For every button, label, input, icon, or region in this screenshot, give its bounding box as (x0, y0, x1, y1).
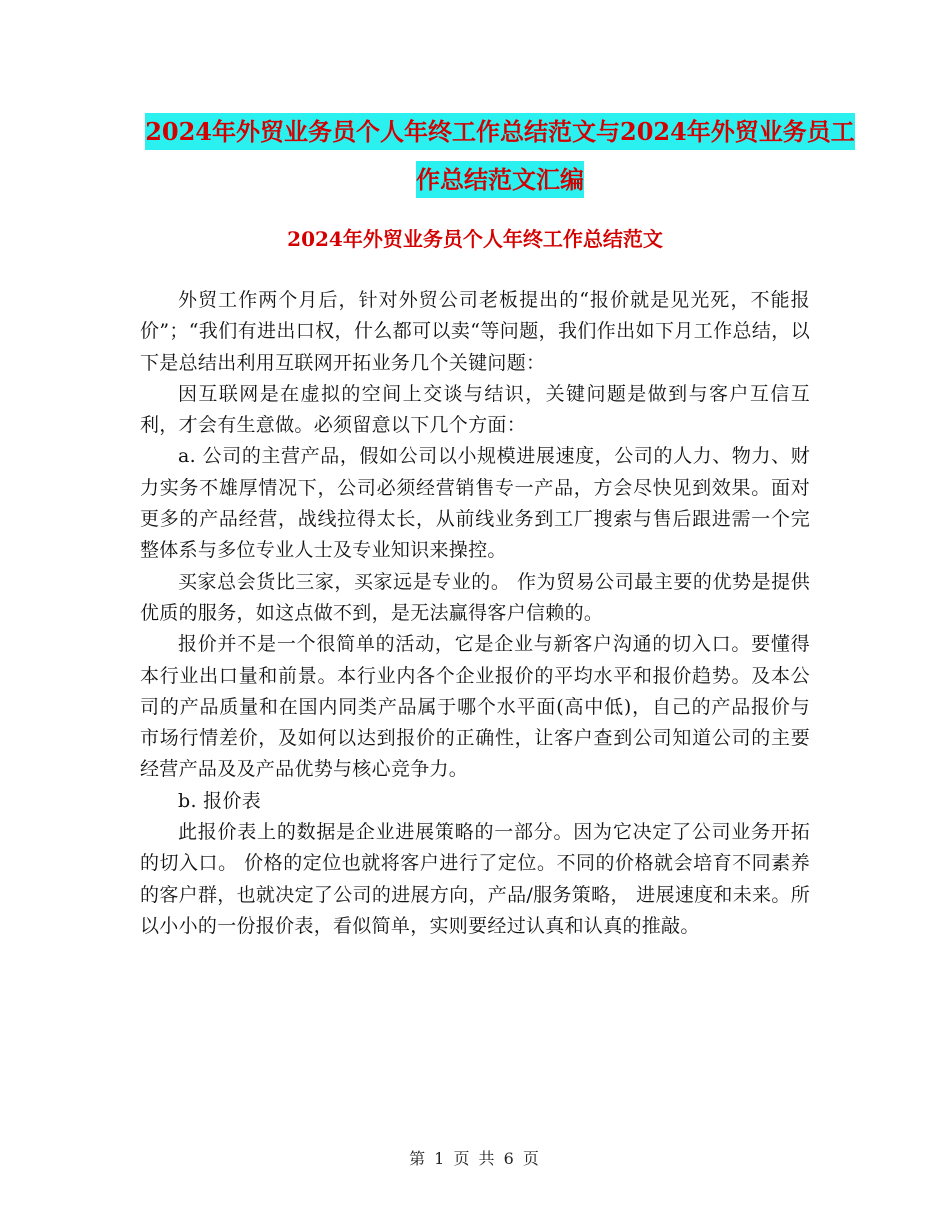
paragraph-main-products: a. 公司的主营产品，假如公司以小规模进展速度，公司的人力、物力、财力实务不雄厚情况下，公司必须经营销售专一产品，方会尽快见到效果。面对更多的产品经营，战线拉得太长，从前线业务到工厂搜索与售后跟进需一个完整体系与多位专业人士及专业知识来操控。 (140, 445, 810, 562)
document-title-highlight: 2024年外贸业务员个人年终工作总结范文与2024年外贸业务员工作总结范文汇编 (145, 113, 855, 198)
paragraph-internet: 因互联网是在虚拟的空间上交谈与结识，关键问题是做到与客户互信互利，才会有生意做。必须留意以下几个方面： (140, 382, 810, 437)
section-title: 2024年外贸业务员个人年终工作总结范文 (287, 227, 663, 251)
document-body (140, 285, 810, 942)
paragraph-quotation-sheet-heading: b. 报价表 (178, 789, 262, 812)
document-title (140, 108, 860, 204)
page-footer: 第 1 页 共 6 页 (409, 1149, 541, 1168)
paragraph-intro: 外贸工作两个月后，针对外贸公司老板提出的“报价就是见光死，不能报价”；“我们有进出口权，什么都可以卖“等问题，我们作出如下月工作总结，以下是总结出利用互联网开拓业务几个关键问题： (140, 289, 810, 374)
paragraph-quotation-sheet: 此报价表上的数据是企业进展策略的一部分。因为它决定了公司业务开拓的切入口。 价格的定位也就将客户进行了定位。不同的价格就会培育不同素养的客户群，也就决定了公司的进展方向，产品/服务策略， 进展速度和未来。所以小小的一份报价表，看似简单，实则要经过认真和认真的推敲。 (140, 821, 810, 937)
paragraph-buyers: 买家总会货比三家，买家远是专业的。 作为贸易公司最主要的优势是提供优质的服务，如这点做不到，是无法赢得客户信赖的。 (140, 570, 810, 624)
paragraph-quotation: 报价并不是一个很简单的活动，它是企业与新客户沟通的切入口。要懂得本行业出口量和前景。本行业内各个企业报价的平均水平和报价趋势。及本公司的产品质量和在国内同类产品属于哪个水平面(高中低)，自己的产品报价与市场行情差价，及如何以达到报价的正确性，让客户查到公司知道公司的主要经营产品及及产品优势与核心竞争力。 (140, 633, 810, 781)
